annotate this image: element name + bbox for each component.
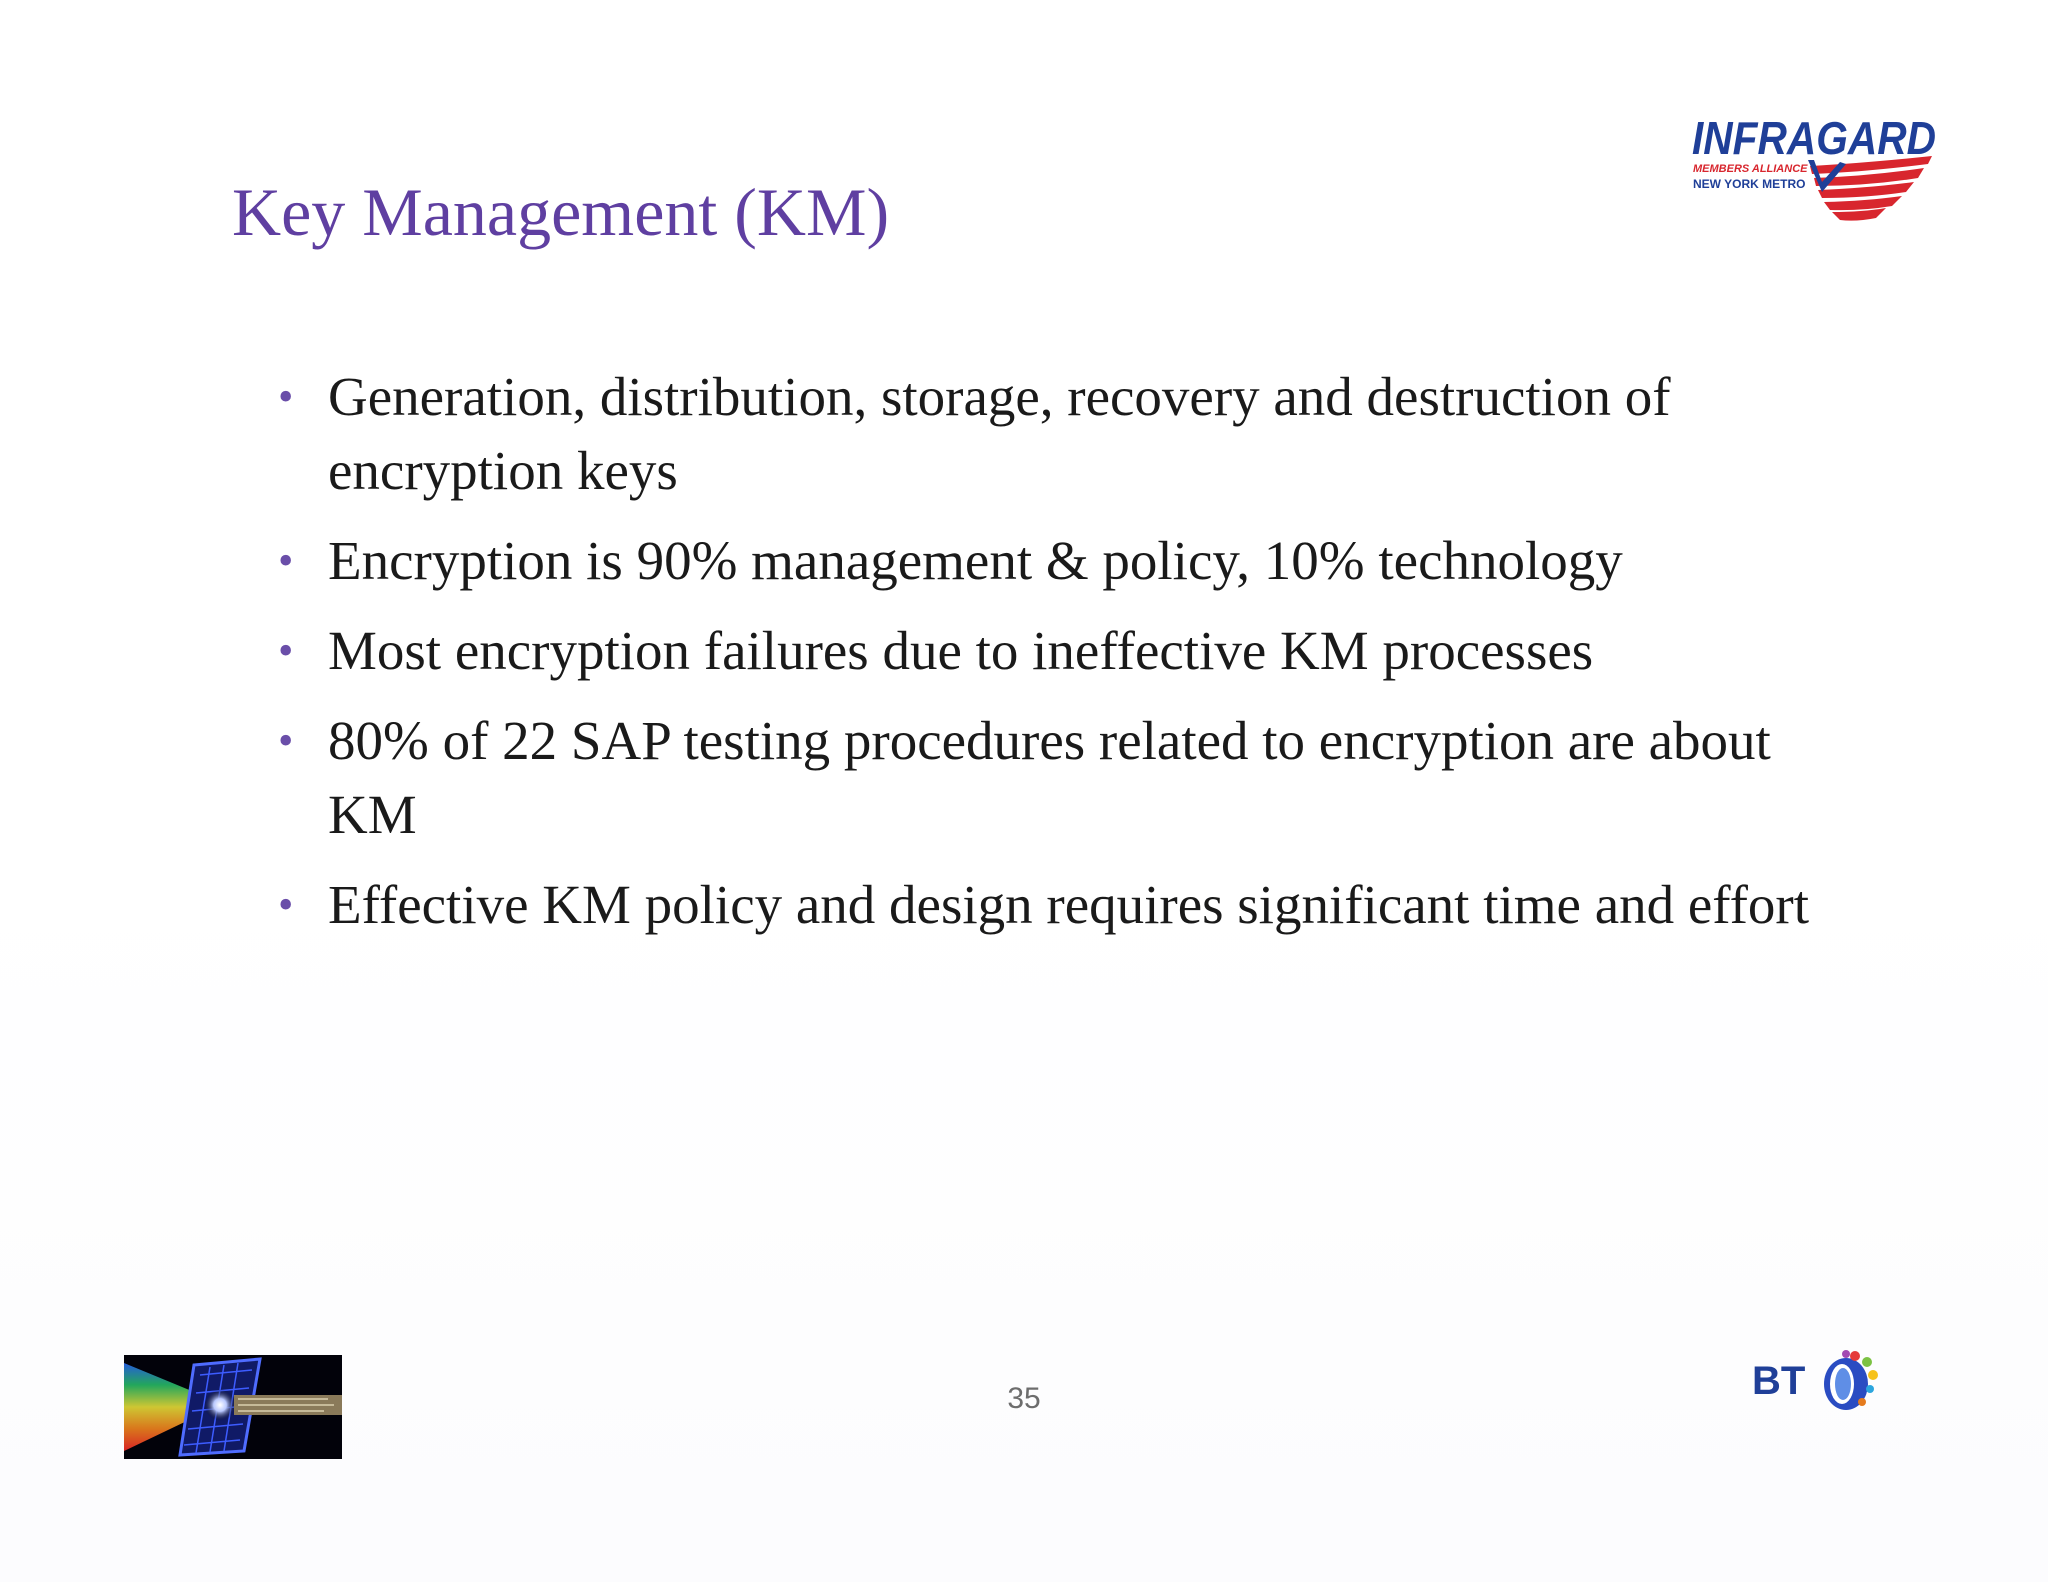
flag-stripes-icon	[1808, 156, 1932, 221]
bullet-text: Encryption is 90% management & policy, 10% technology	[328, 530, 1623, 591]
encryption-prism-image	[124, 1355, 342, 1459]
bullet-dot-icon: •	[278, 626, 294, 675]
bullet-dot-icon: •	[278, 880, 294, 929]
infragard-logo-line2: NEW YORK METRO	[1693, 177, 1806, 191]
bullet-dot-icon: •	[278, 716, 294, 765]
slide-title: Key Management (KM)	[232, 174, 890, 250]
bullet-text: Effective KM policy and design requires significant time and effort	[328, 874, 1809, 935]
bullet-text: 80% of 22 SAP testing procedures related to encryption are about KM	[328, 710, 1771, 845]
bt-piper-globe-icon	[1824, 1350, 1878, 1410]
bullet-item	[278, 868, 1838, 942]
bullet-item	[278, 524, 1838, 598]
bullet-item	[278, 614, 1838, 688]
bullet-item	[278, 704, 1838, 852]
bullet-text: Generation, distribution, storage, recovery and destruction of encryption keys	[328, 366, 1671, 501]
bullet-dot-icon: •	[278, 536, 294, 585]
bullet-text: Most encryption failures due to ineffective KM processes	[328, 620, 1594, 681]
page-number: 35	[1007, 1382, 1041, 1415]
infragard-logo-line1: MEMBERS ALLIANCE	[1693, 163, 1808, 175]
bt-logo	[1752, 1346, 1890, 1416]
bullet-list	[278, 360, 1838, 958]
infragard-logo-name: INFRAGARD	[1692, 112, 1936, 164]
infragard-logo	[1690, 108, 1940, 228]
bullet-dot-icon: •	[278, 372, 294, 421]
bt-logo-name: BT	[1752, 1359, 1806, 1403]
bullet-item	[278, 360, 1838, 508]
